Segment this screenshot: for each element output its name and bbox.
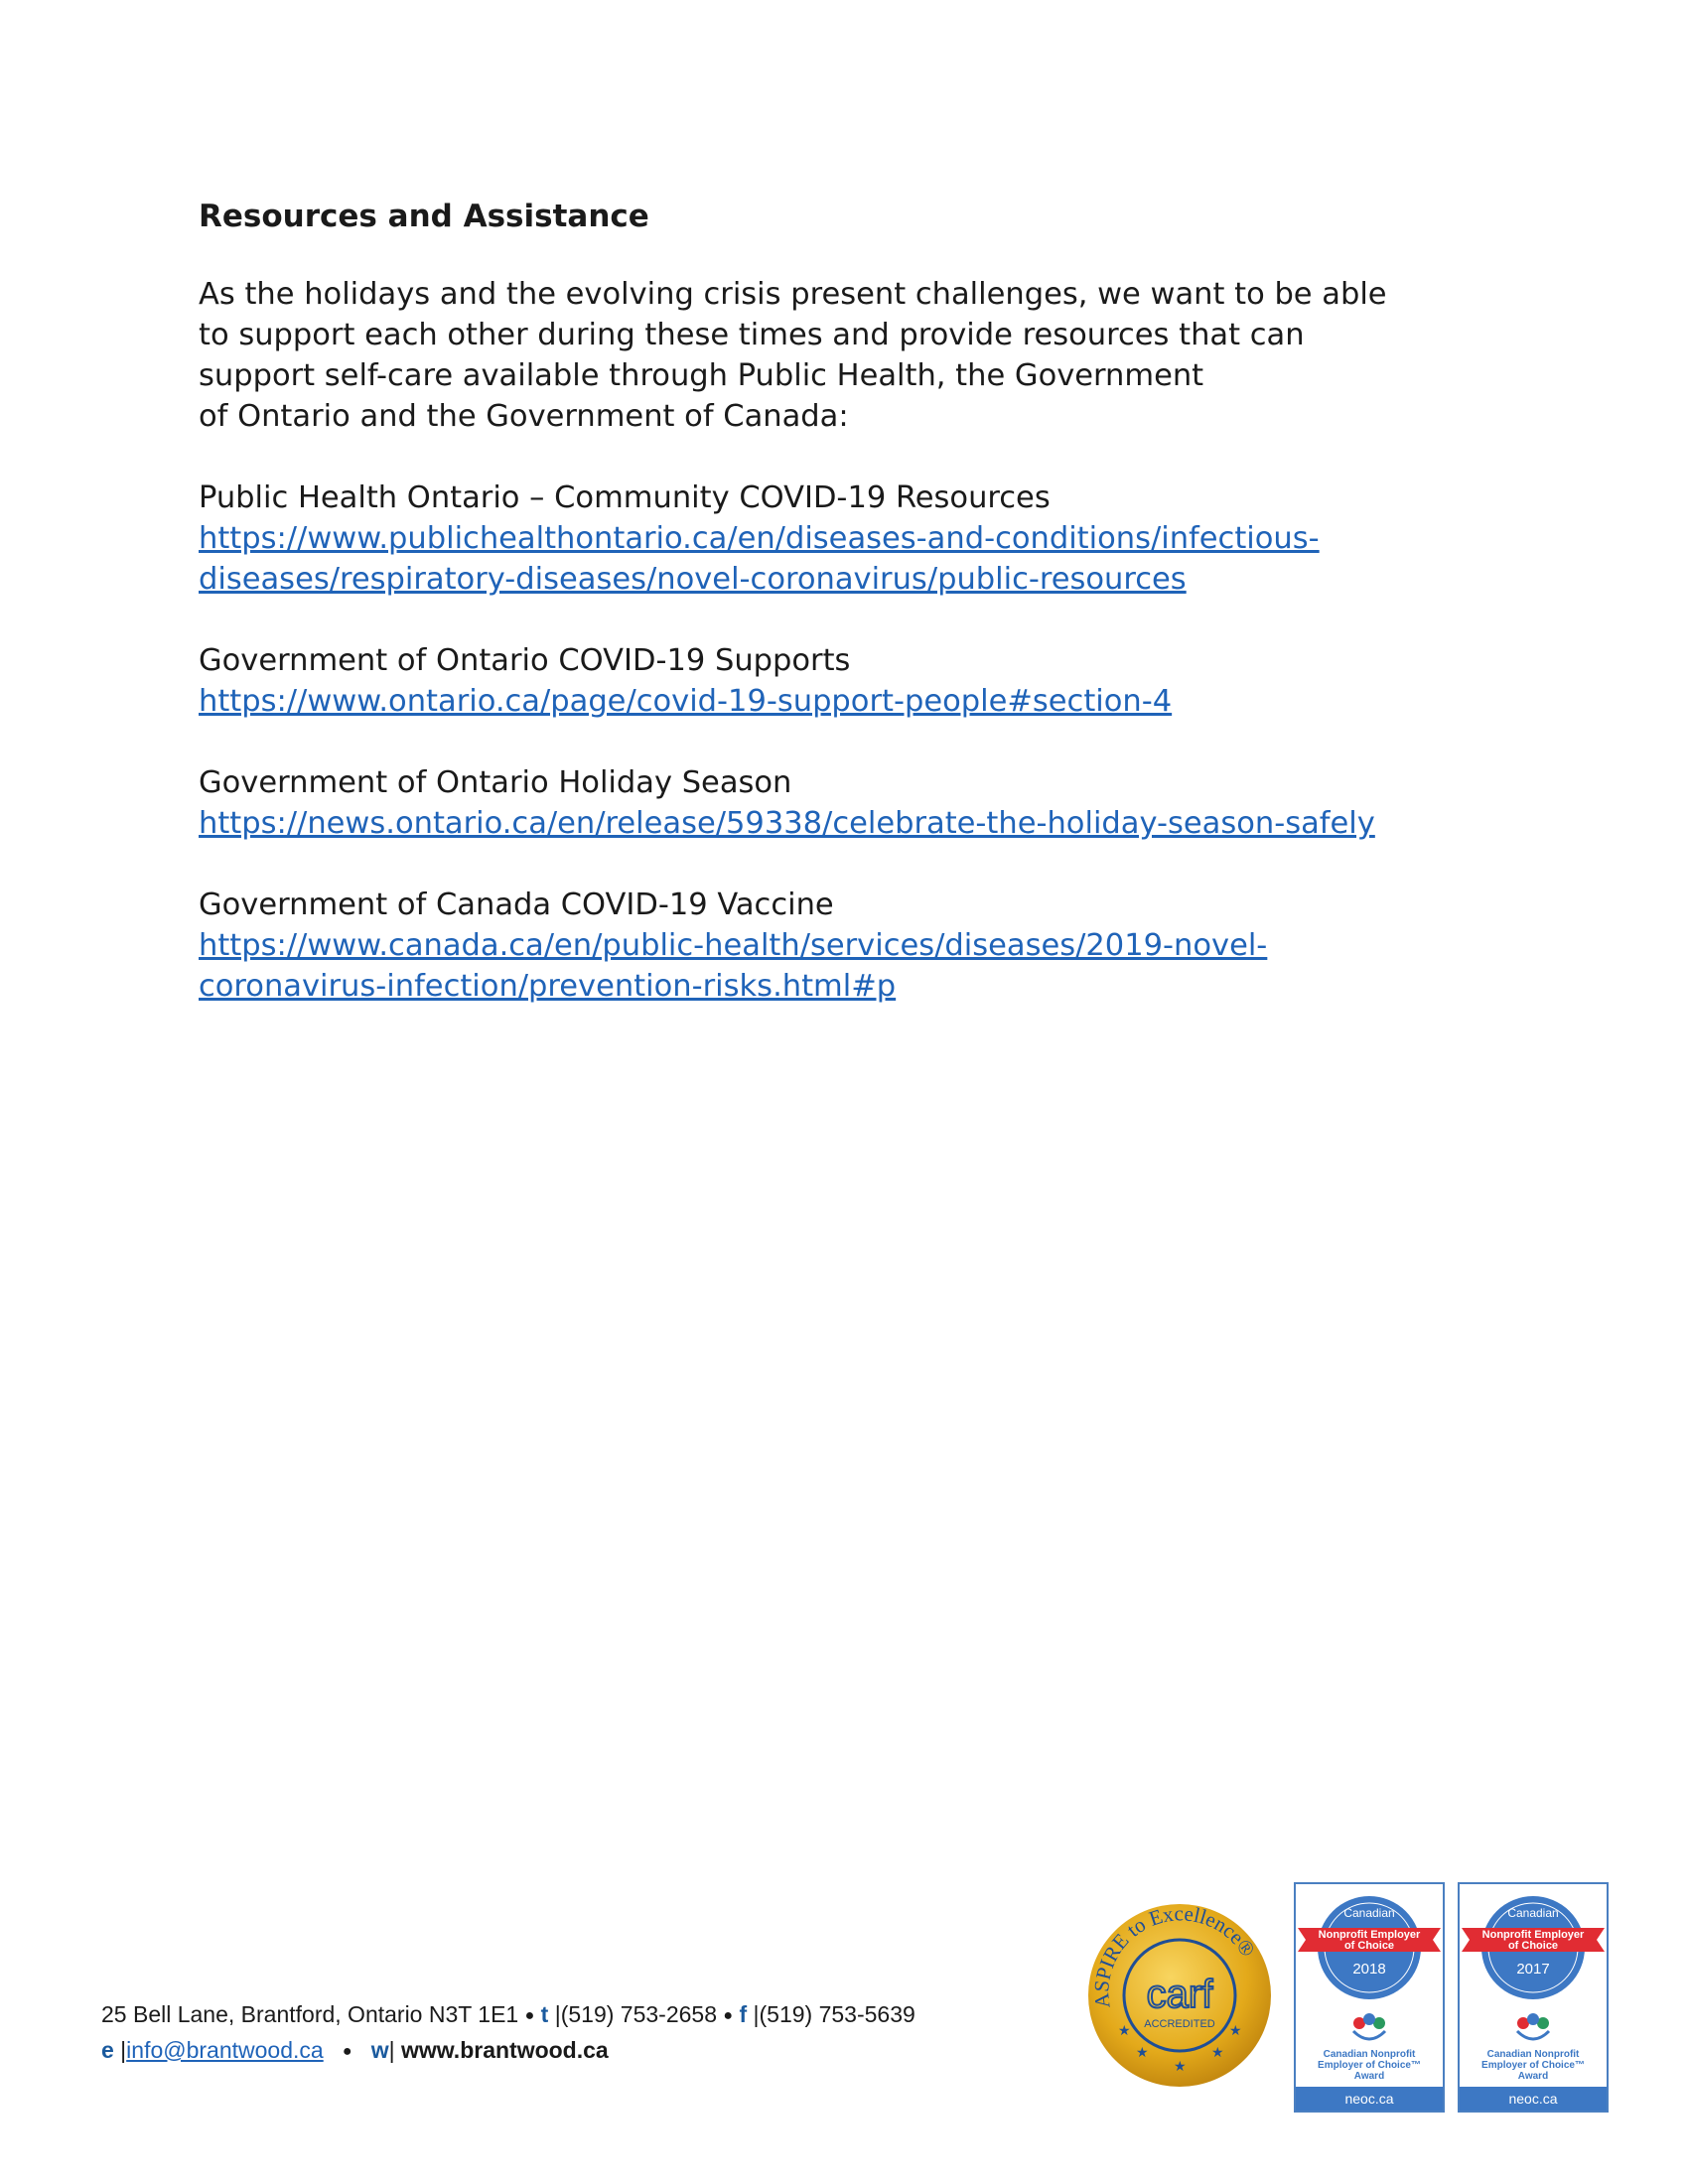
resource-title: Government of Canada COVID-19 Vaccine (199, 887, 834, 922)
footer-email-link[interactable]: info@brantwood.ca (126, 2036, 324, 2063)
bullet-separator: ● (342, 2042, 352, 2060)
resource-link[interactable] (199, 925, 1489, 1007)
resource-ontario-holiday (199, 762, 1489, 844)
footer-fax: (519) 753-5639 (759, 2001, 915, 2027)
phone-key: t (540, 2001, 549, 2027)
badge-top-label: Canadian (1507, 1906, 1559, 1920)
badge-ribbon-line: Nonprofit Employer (1481, 1929, 1585, 1941)
intro-line: As the holidays and the evolving crisis present challenges, we want to be able (199, 277, 1387, 312)
resource-public-health-ontario (199, 478, 1489, 600)
badge-award-line: Canadian Nonprofit (1486, 2049, 1580, 2060)
fax-key: f (739, 2001, 748, 2027)
footer-line-2: e |info@brantwood.ca ● w| www.brantwood.ca (101, 2036, 609, 2063)
intro-paragraph (199, 274, 1489, 437)
intro-line: to support each other during these times and provide resources that can (199, 318, 1305, 352)
resource-link-line: coronavirus-infection/prevention-risks.html#p (199, 969, 897, 1004)
seal-arc-text: ASPIRE to Excellence® (1089, 1901, 1261, 2010)
footer-phone: (519) 753-2658 (560, 2001, 718, 2027)
resource-title: Public Health Ontario – Community COVID-19 Resources (199, 480, 1051, 515)
section-heading: Resources and Assistance (199, 199, 649, 234)
bullet-separator: ● (723, 2006, 734, 2024)
svg-text:★: ★ (1174, 2059, 1187, 2075)
svg-text:★: ★ (1118, 2023, 1131, 2039)
footer-address: 25 Bell Lane, Brantford, Ontario N3T 1E1 (101, 2001, 519, 2027)
resource-title: Government of Ontario COVID-19 Supports (199, 643, 851, 678)
employer-of-choice-badge-2018 (1294, 1882, 1445, 2113)
footer-contact (101, 1997, 915, 2069)
document-body (199, 195, 1489, 1007)
badge-year: 2018 (1352, 1961, 1386, 1978)
resource-link-line: https://www.canada.ca/en/public-health/services/diseases/2019-novel- (199, 928, 1268, 963)
badge-year: 2017 (1516, 1961, 1550, 1978)
badge-award-line: Award (1517, 2071, 1549, 2082)
intro-line: support self-care available through Public Health, the Government (199, 358, 1204, 393)
badge-award-line: Employer of Choice™ (1481, 2060, 1585, 2071)
email-key: e (101, 2036, 114, 2063)
badge-award-line: Employer of Choice™ (1318, 2060, 1421, 2071)
web-key: w (370, 2036, 389, 2063)
badge-ribbon-line: of Choice (1343, 1940, 1395, 1952)
seal-carf-wordmark: carf (1146, 1973, 1213, 2016)
svg-text:★: ★ (1136, 2045, 1149, 2061)
resource-link-line: https://www.publichealthontario.ca/en/diseases-and-conditions/infectious- (199, 521, 1320, 556)
footer-website: www.brantwood.ca (400, 2036, 609, 2063)
bullet-separator: ● (524, 2006, 535, 2024)
resource-link[interactable]: https://www.ontario.ca/page/covid-19-support-people#section-4 (199, 684, 1173, 719)
resource-title: Government of Ontario Holiday Season (199, 765, 792, 800)
svg-text:★: ★ (1211, 2045, 1224, 2061)
resource-link[interactable] (199, 518, 1489, 600)
carf-accreditation-seal (1070, 1886, 1289, 2105)
resource-link[interactable]: https://news.ontario.ca/en/release/59338/celebrate-the-holiday-season-safely (199, 806, 1375, 841)
badge-award-line: Award (1353, 2071, 1385, 2082)
badge-top-label: Canadian (1343, 1906, 1395, 1920)
resource-link-line: diseases/respiratory-diseases/novel-coronavirus/public-resources (199, 562, 1187, 597)
footer-line-1: 25 Bell Lane, Brantford, Ontario N3T 1E1 ● t |(519) 753-2658 ● f |(519) 753-5639 (101, 2001, 915, 2027)
badge-site: neoc.ca (1344, 2091, 1394, 2107)
seal-accredited-label: ACCREDITED (1144, 2018, 1215, 2030)
intro-line: of Ontario and the Government of Canada: (199, 399, 849, 434)
badge-ribbon-line: of Choice (1507, 1940, 1559, 1952)
employer-of-choice-badge-2017 (1458, 1882, 1609, 2113)
resource-canada-vaccine (199, 885, 1489, 1007)
badge-site: neoc.ca (1508, 2091, 1558, 2107)
badge-ribbon-line: Nonprofit Employer (1318, 1929, 1421, 1941)
svg-text:★: ★ (1229, 2023, 1242, 2039)
resource-ontario-supports (199, 640, 1489, 722)
badge-award-line: Canadian Nonprofit (1323, 2049, 1416, 2060)
